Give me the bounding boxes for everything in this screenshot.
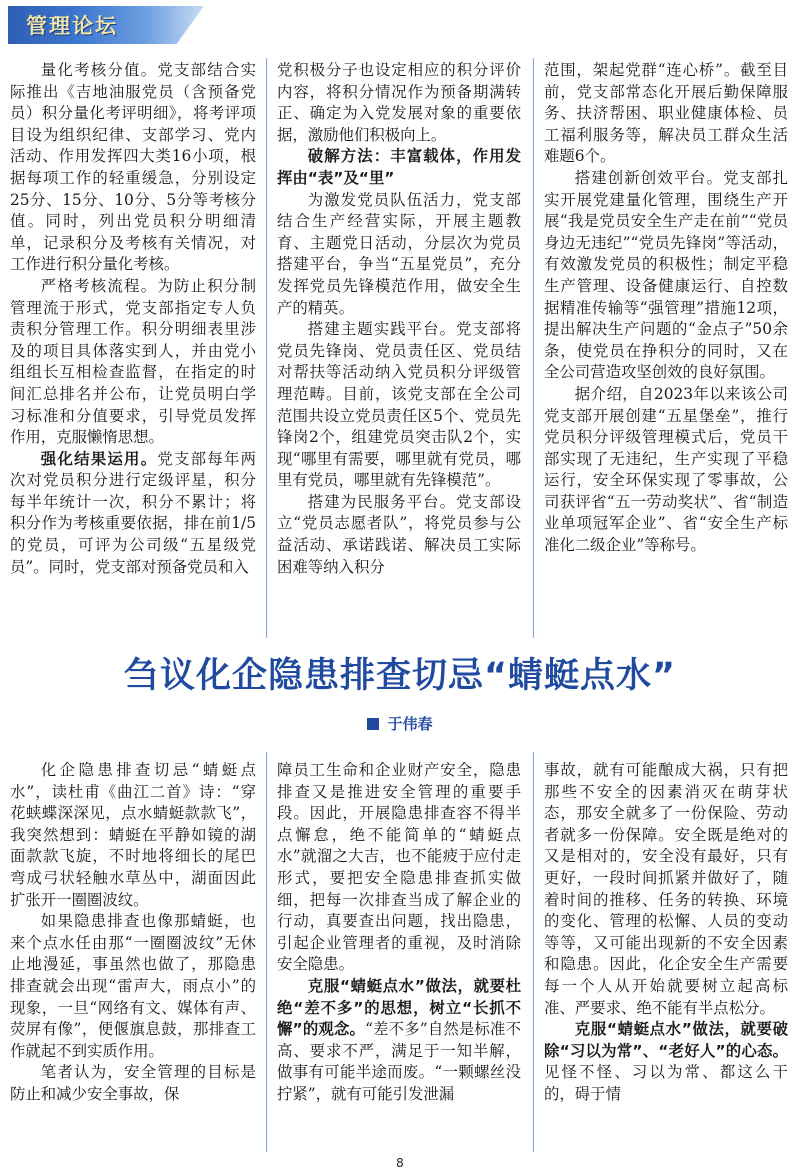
page-number: 8 (396, 1156, 404, 1170)
paragraph-text: 党支部每年两次对党员积分进行定级评星，积分每半年统计一次，积分不累计；将积分作为考核重要依据，排在前1/5的党员，可评为公司级“五星级党员”。同时，党支部对预备党员和入 (10, 449, 256, 576)
square-bullet-icon (367, 718, 379, 730)
paragraph: 笔者认为，安全管理的目标是防止和减少安全事故，保 (10, 1063, 256, 1103)
article-title: 刍议化企隐患排查切忌“蜻蜓点水” (123, 656, 676, 696)
top-article-column-2 (277, 60, 521, 578)
top-article-column-3 (544, 60, 788, 557)
paragraph: 搭建主题实践平台。党支部将党员先锋岗、党员责任区、党员结对帮扶等活动纳入党员积分评级管理范畴。目前，该党支部在全公司范围共设立党员责任区5个、党员先锋岗2个，组建党员突击队2个，实现“哪里有需要，哪里就有党员，哪里有党员，哪里就有先锋模范”。 (277, 320, 521, 490)
section-tab-label: 管理论坛 (26, 14, 118, 38)
paragraph (10, 449, 256, 579)
column-divider (533, 752, 534, 1152)
paragraph-lead: 强化结果运用。 (40, 449, 158, 468)
paragraph (544, 1019, 788, 1105)
paragraph: 搭建创新创效平台。党支部扎实开展党建量化管理，围绕生产开展“我是党员安全生产走在前”“党员身边无违纪”“党员先锋岗”等活动，有效激发党员的积极性；制定平稳生产管理、设备健康运行、自控数据精准传输等“强管理”措施12项，提出解决生产问题的“金点子”50余条，使党员在挣积分的同时，又在全公司营造攻坚创效的良好氛围。 (544, 168, 788, 382)
paragraph: 化企隐患排查切忌“蜻蜓点水”，读杜甫《曲江二首》诗：“穿花蛱蝶深深见，点水蜻蜓款款飞”，我突然想到：蜻蜓在平静如镜的湖面款款飞旋，不时地将细长的尾巴弯成弓状轻触水草丛中，湖面因此扩张开一圈圈波纹。 (10, 761, 256, 909)
paragraph-text: “差不多”自然是标准不高、要求不严，满足于一知半解，做事有可能半途而废。“一颗螺丝没拧紧”，就有可能引发泄漏 (277, 1020, 521, 1103)
section-heading: 破解方法：丰富载体，作用发挥由“表”及“里” (277, 147, 521, 187)
paragraph (277, 976, 521, 1106)
paragraph-lead: 克服“蜻蜓点水”做法，就要破除“习以为常”、“老好人”的心态。 (544, 1020, 788, 1060)
column-divider (266, 58, 267, 638)
paragraph-lead: 克服“蜻蜓点水”做法，就要杜绝“差不多”的思想，树立“长抓不懈”的观念。 (277, 976, 521, 1039)
paragraph: 严格考核流程。为防止积分制管理流于形式，党支部指定专人负责积分管理工作。积分明细表里涉及的项目具体落实到人，并由党小组组长互相检查监督，在指定的时间汇总排名并公布，让党员明白学习标准和分值要求，引导党员发挥作用，克服懒惰思想。 (10, 276, 256, 447)
article-column-2 (277, 760, 521, 1106)
author-name: 于伟春 (387, 715, 433, 733)
paragraph: 范围，架起党群“连心桥”。截至目前，党支部常态化开展后勤保障服务、扶济帮困、职业健康体检、员工福利服务等，解决员工群众生活难题6个。 (544, 61, 788, 166)
column-divider (533, 58, 534, 638)
top-article-column-1 (10, 60, 256, 578)
article-column-1 (10, 760, 256, 1106)
section-tab (8, 6, 204, 44)
paragraph: 事故，就有可能酿成大祸，只有把那些不安全的因素消灭在萌芽状态，那安全就多了一份保险、劳动者就多一份保障。安全既是绝对的又是相对的，安全没有最好，只有更好，一段时间抓紧并做好了，随着时间的推移、任务的转换、环境的变化、管理的松懈、人员的变动等等，又可能出现新的不安全因素和隐患。因此，化企安全生产需要每一个人从开始就要树立起高标准、严要求、绝不能有半点松分。 (544, 761, 788, 1017)
paragraph: 为激发党员队伍活力，党支部结合生产经营实际，开展主题教育、主题党日活动，分层次为党员搭建平台，争当“五星党员”，充分发挥党员先锋模范作用，做安全生产的精英。 (277, 190, 521, 317)
paragraph: 如果隐患排查也像那蜻蜓，也来个点水任由那“一圈圈波纹”无休止地漫延，事虽然也做了，那隐患排查就会出现“雷声大，雨点小”的现象，一旦“网络有文、媒体有声、荧屏有像”，便偃旗息鼓，那排查工作就起不到实质作用。 (10, 912, 256, 1060)
paragraph: 障员工生命和企业财产安全，隐患排查又是推进安全管理的重要手段。因此，开展隐患排查容不得半点懈怠，绝不能简单的“蜻蜓点水”就溜之大吉，也不能疲于应付走形式，要把安全隐患排查抓实做细，把每一次排查当成了解企业的行动，真要查出问题，找出隐患，引起企业管理者的重视，及时消除安全隐患。 (277, 761, 521, 974)
paragraph: 量化考核分值。党支部结合实际推出《吉地油服党员（含预备党员）积分量化考评明细》，将考评项目设为组织纪律、支部学习、党内活动、作用发挥四大类16小项，根据每项工作的轻重缓急，分别设定25分、15分、10分、5分等考核分值。同时，列出党员积分明细清单，记录积分及考核有关情况，对工作进行积分量化考核。 (10, 61, 256, 274)
paragraph-text: 见怪不怪、习以为常、都这么干的，碍于情 (544, 1063, 788, 1103)
paragraph: 搭建为民服务平台。党支部设立“党员志愿者队”，将党员参与公益活动、承诺践诺、解决员工实际困难等纳入积分 (277, 492, 521, 576)
paragraph: 据介绍，自2023年以来该公司党支部开展创建“五星堡垒”，推行党员积分评级管理模式后，党员干部实现了无违纪，生产实现了平稳运行，安全环保实现了零事故，公司获评省“五一劳动奖状”、省“制造业单项冠军企业”、省“安全生产标准化二级企业”等称号。 (544, 384, 788, 555)
article-column-3 (544, 760, 788, 1106)
byline (0, 713, 800, 734)
paragraph: 党积极分子也设定相应的积分评价内容，将积分情况作为预备期满转正、确定为入党发展对象的重要依据，激励他们积极向上。 (277, 61, 521, 144)
column-divider (266, 752, 267, 1152)
